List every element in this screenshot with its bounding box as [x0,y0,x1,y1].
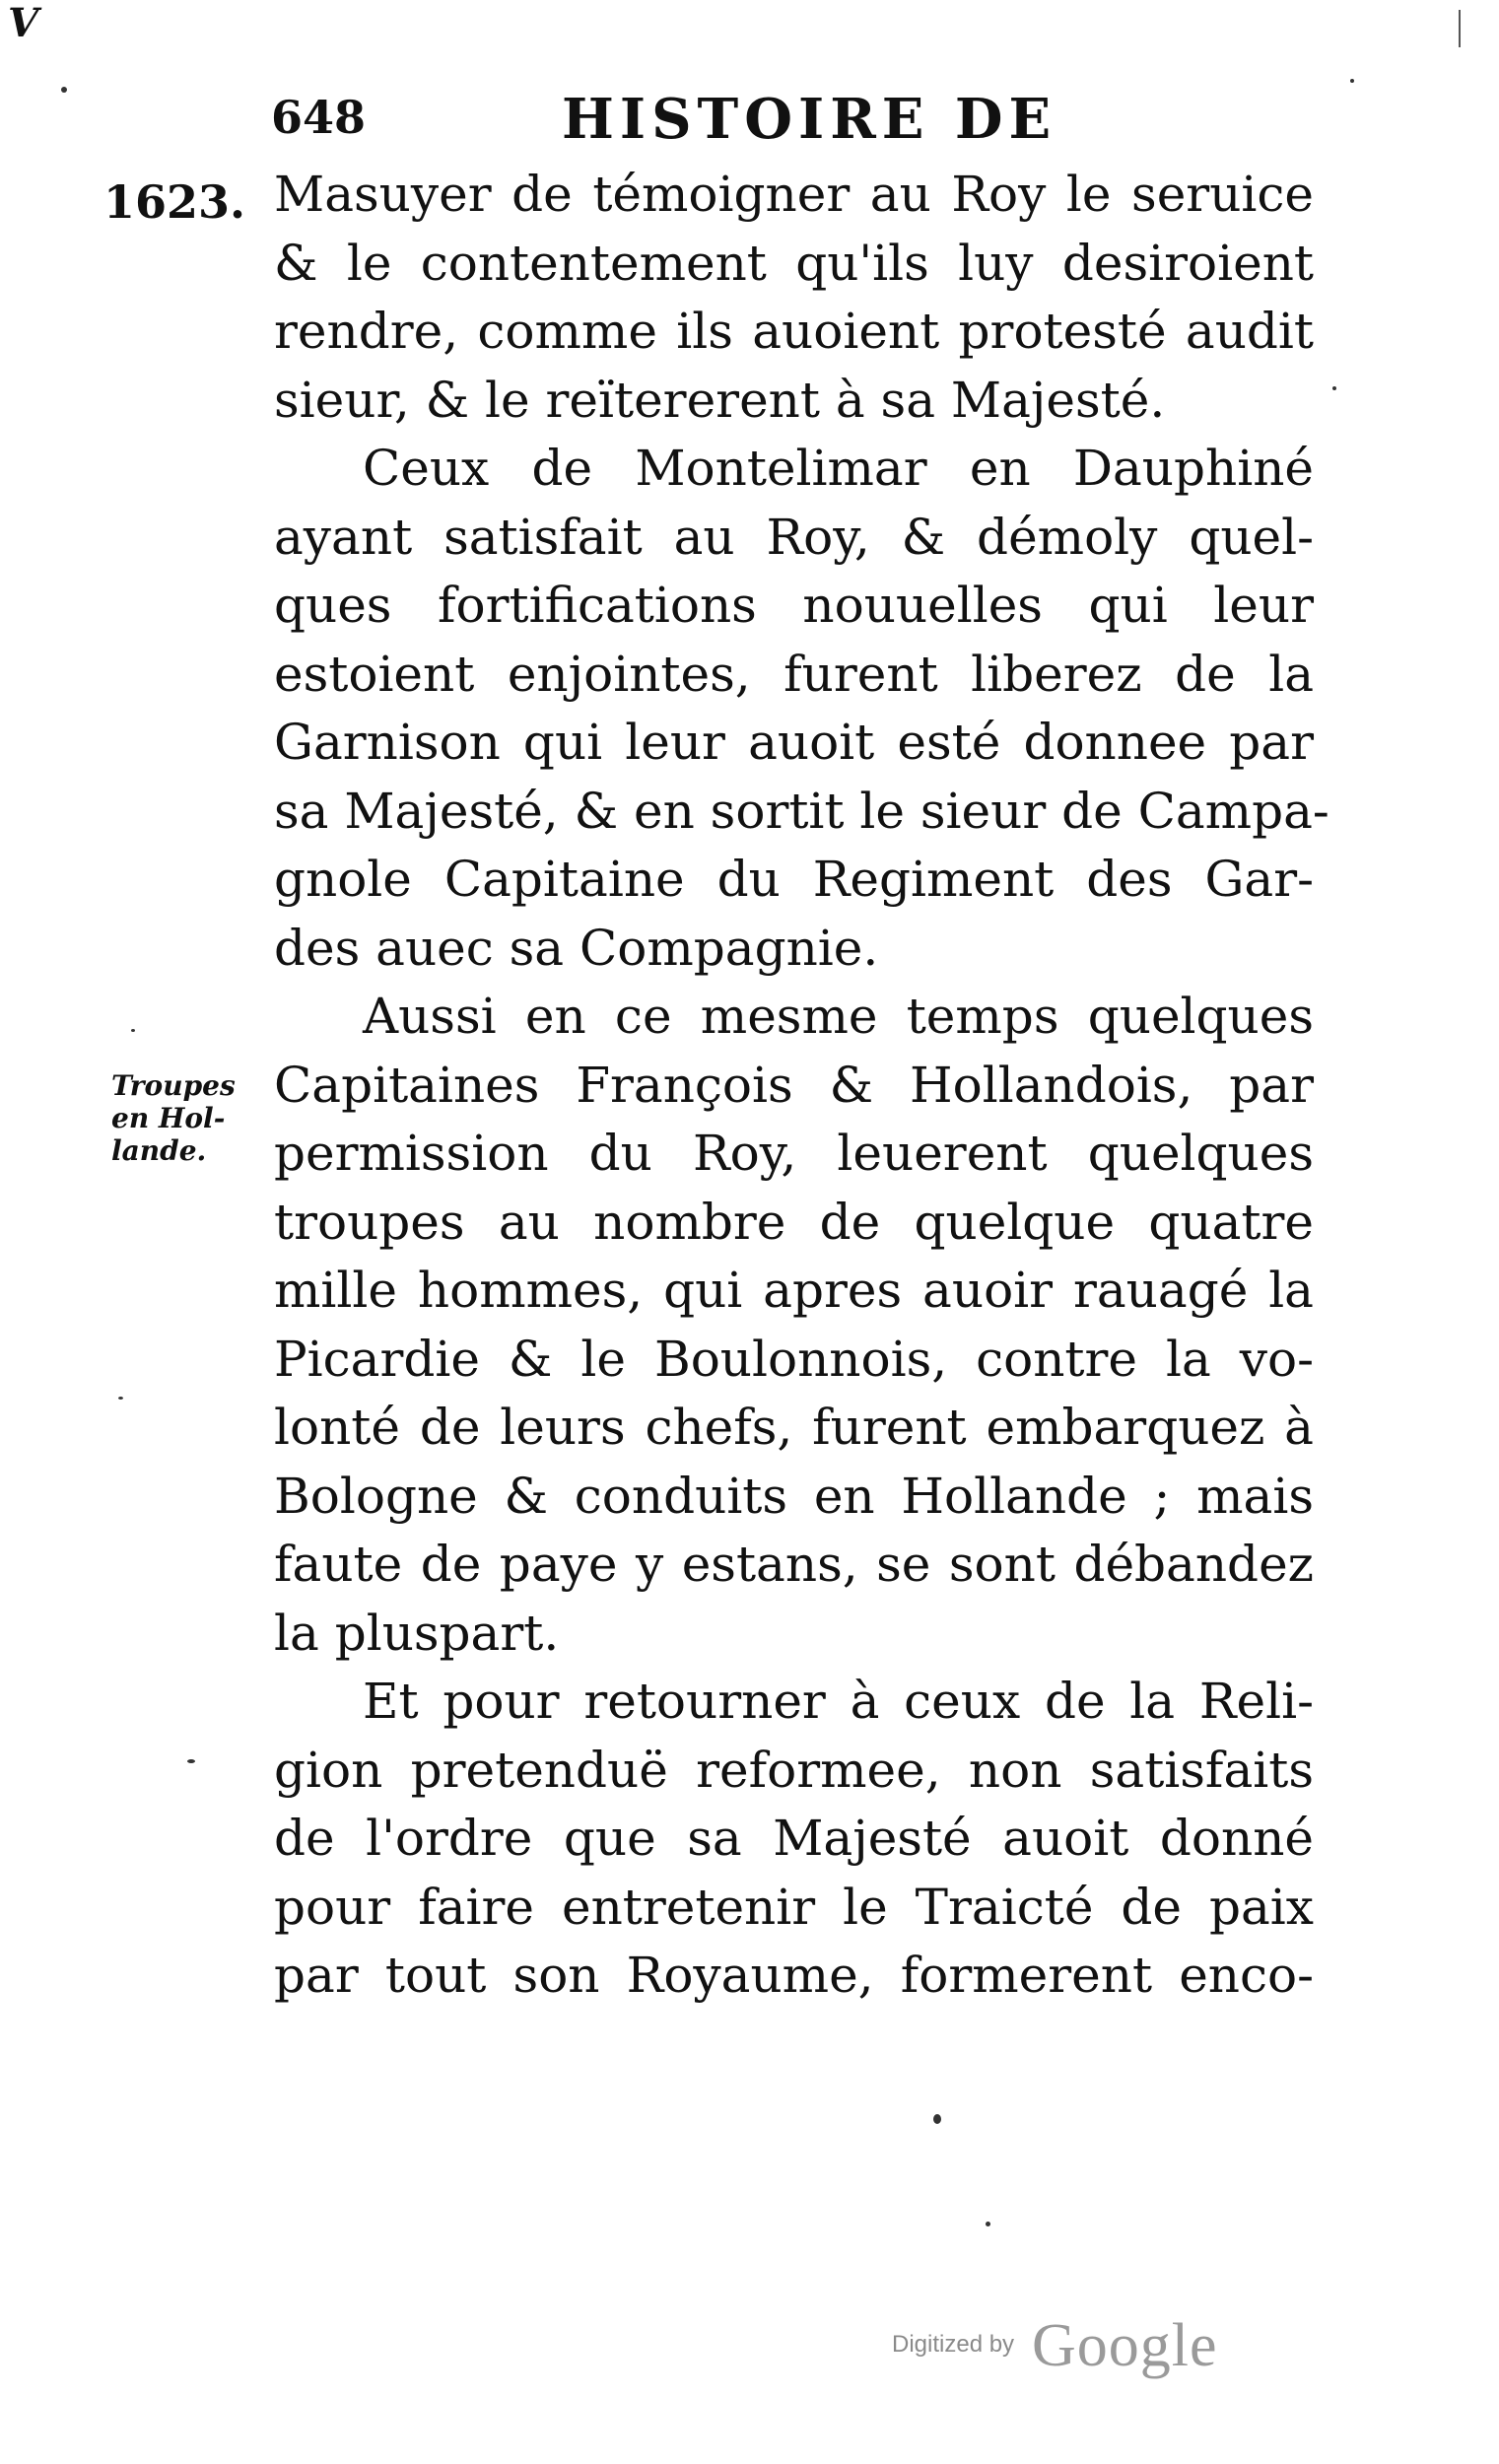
year-marker: 1623. [103,175,246,229]
text-line: Masuyer de témoigner au Roy le seruice [274,166,1314,223]
text-line: Ceux de Montelimar en Dauphiné [363,440,1314,497]
running-title: HISTOIRE DE [562,87,1057,152]
print-speck [118,1397,123,1400]
text-line: ques fortifications nouuelles qui leur [274,577,1314,634]
text-line: de l'ordre que sa Majesté auoit donné [274,1810,1314,1867]
print-speck [1332,386,1336,390]
text-line: permission du Roy, leuerent quelques [274,1125,1314,1182]
text-line: sieur, & le reïtererent à sa Majesté. [274,371,1166,429]
edge-tick [1459,10,1461,47]
page-number: 648 [271,91,367,144]
print-speck [986,2222,990,2226]
google-logo: Google [1032,2312,1218,2379]
text-line: Et pour retourner à ceux de la Reli- [363,1673,1314,1730]
text-line: estoient enjointes, furent liberez de la [274,645,1314,703]
text-line: rendre, comme ils auoient protesté audit [274,303,1314,360]
text-line: la pluspart. [274,1604,560,1662]
text-line: faute de paye y estans, se sont débandez [274,1536,1314,1593]
text-line: Aussi en ce mesme temps quelques [363,988,1314,1045]
text-line: des auec sa Compagnie. [274,919,879,977]
margin-note-line: Troupes [111,1069,236,1102]
page-header [271,87,1345,160]
body-text [274,161,1329,2011]
corner-mark: V [8,0,39,46]
print-speck [933,2114,941,2124]
text-line: mille hommes, qui apres auoir rauagé la [274,1262,1314,1319]
text-line: sa Majesté, & en sortit le sieur de Campa- [274,782,1329,840]
text-line: gion pretenduë reformee, non satisfaits [274,1741,1314,1799]
print-speck [61,87,67,93]
digitized-by-label: Digitized by [892,2331,1015,2358]
text-line: Bologne & conduits en Hollande ; mais [274,1467,1314,1525]
margin-note [111,1069,274,1167]
text-line: ayant satisfait au Roy, & démoly quel- [274,508,1314,566]
text-line: gnole Capitaine du Regiment des Gar- [274,851,1314,908]
text-line: Picardie & le Boulonnois, contre la vo- [274,1330,1314,1388]
text-line: lonté de leurs chefs, furent embarquez à [274,1399,1314,1456]
print-speck [131,1029,135,1032]
text-line: pour faire entretenir le Traicté de paix [274,1878,1314,1936]
text-line: par tout son Royaume, formerent enco- [274,1947,1314,2004]
print-speck [1350,79,1354,83]
text-line: Capitaines François & Hollandois, par [274,1056,1314,1114]
text-line: & le contentement qu'ils luy desiroient [274,234,1314,292]
text-line: troupes au nombre de quelque quatre [274,1193,1314,1251]
margin-note-line: en Hol- [111,1102,226,1134]
text-line: Garnison qui leur auoit esté donnee par [274,714,1314,771]
margin-note-line: lande. [111,1134,207,1167]
print-speck [187,1759,195,1763]
